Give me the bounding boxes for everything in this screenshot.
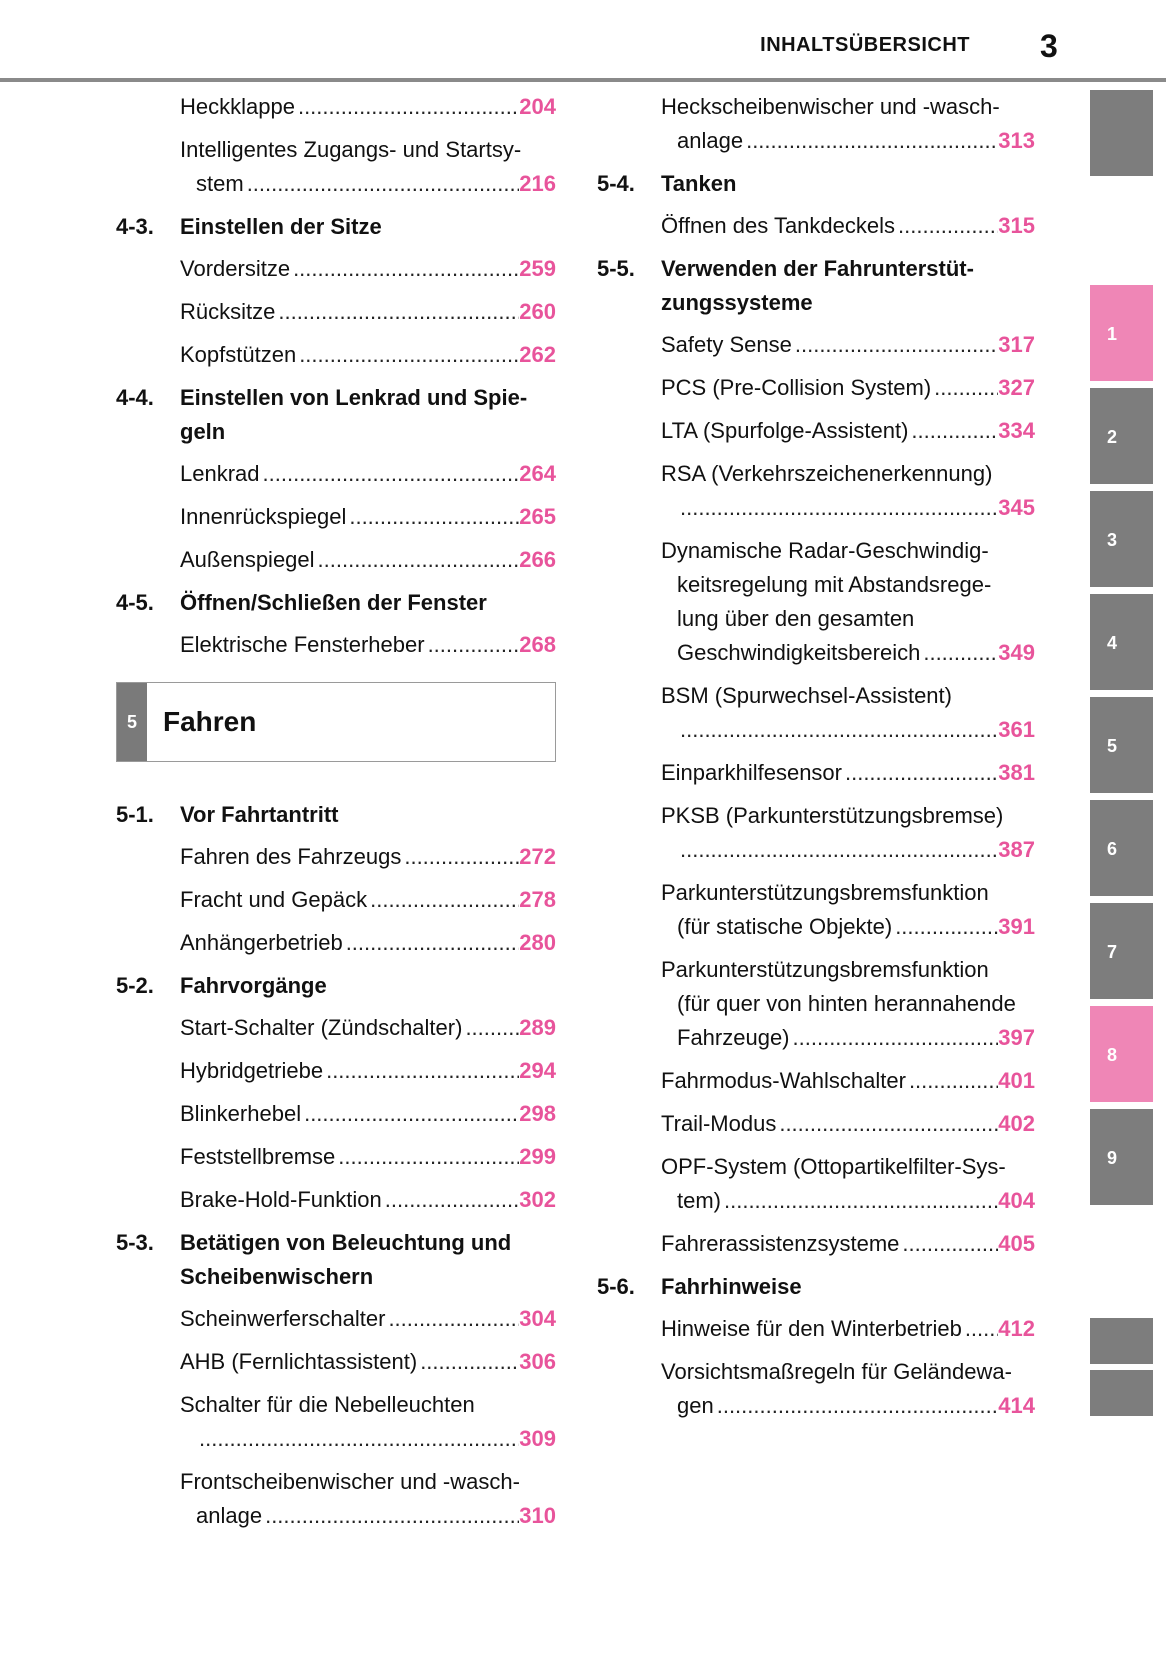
toc-entry-title: Frontscheibenwischer und -wasch- [180, 1469, 520, 1494]
dot-leader [295, 90, 519, 124]
toc-entry[interactable] [180, 133, 556, 201]
chapter-heading-box[interactable] [116, 682, 556, 762]
section-number: 5-6. [597, 1274, 635, 1299]
toc-page-number[interactable]: 280 [519, 930, 556, 955]
toc-page-number[interactable]: 259 [519, 256, 556, 281]
chapter-tab-blank[interactable] [1090, 1370, 1153, 1416]
toc-entry-title: keitsregelung mit Abstandsrege- [677, 572, 992, 597]
dot-leader [895, 209, 998, 243]
toc-page-number[interactable]: 272 [519, 844, 556, 869]
toc-entry-title: Fahren des Fahrzeugs [180, 844, 402, 869]
toc-entry[interactable] [180, 457, 556, 491]
chapter-tab-8[interactable]: 8 [1090, 1006, 1153, 1102]
toc-page-number[interactable]: 349 [998, 640, 1035, 665]
toc-page-number[interactable]: 412 [998, 1316, 1035, 1341]
dot-leader [301, 1097, 519, 1131]
toc-entry[interactable] [661, 209, 1035, 243]
dot-leader [908, 414, 998, 448]
toc-entry[interactable] [661, 1355, 1035, 1423]
toc-entry-title: Vorsichtsmaßregeln für Geländewa- [661, 1359, 1012, 1384]
toc-entry-title: Trail-Modus [661, 1111, 777, 1136]
toc-entry-title: Hinweise für den Winterbetrieb [661, 1316, 962, 1341]
toc-page-number[interactable]: 266 [519, 547, 556, 572]
section-heading[interactable] [116, 969, 556, 1003]
toc-entry-title: tem) [677, 1188, 721, 1213]
toc-page-number[interactable]: 404 [998, 1188, 1035, 1213]
dot-leader [323, 1054, 519, 1088]
dot-leader [892, 910, 998, 944]
dot-leader [677, 491, 998, 525]
section-heading[interactable] [116, 1226, 556, 1294]
section-number: 5-4. [597, 171, 635, 196]
toc-entry-title: stem [196, 171, 244, 196]
page-header-title: INHALTSÜBERSICHT [760, 34, 970, 56]
toc-entry-title: Parkunterstützungsbremsfunktion [661, 880, 989, 905]
toc-entry-title: Lenkrad [180, 461, 260, 486]
toc-entry-title: Fahrerassistenzsysteme [661, 1231, 900, 1256]
toc-page-number[interactable]: 298 [519, 1101, 556, 1126]
dot-leader [776, 1107, 998, 1141]
toc-entry[interactable] [180, 628, 556, 662]
toc-page-number[interactable]: 313 [998, 128, 1035, 153]
toc-page-number[interactable]: 414 [998, 1393, 1035, 1418]
toc-entry[interactable] [180, 90, 556, 124]
toc-page-number[interactable]: 262 [519, 342, 556, 367]
dot-leader [721, 1184, 998, 1218]
toc-page-number[interactable]: 278 [519, 887, 556, 912]
dot-leader [462, 1011, 519, 1045]
toc-page-number[interactable]: 302 [519, 1187, 556, 1212]
section-heading[interactable] [597, 1270, 1035, 1304]
toc-entry-title: BSM (Spurwechsel-Assistent) [661, 683, 952, 708]
toc-entry[interactable] [661, 799, 1035, 867]
toc-page-number[interactable]: 304 [519, 1306, 556, 1331]
toc-entry-title: Heckklappe [180, 94, 295, 119]
chapter-tab-2[interactable]: 2 [1090, 388, 1153, 484]
toc-entry-title: Dynamische Radar-Geschwindig- [661, 538, 989, 563]
toc-entry-title: AHB (Fernlichtassistent) [180, 1349, 418, 1374]
toc-entry[interactable] [180, 1183, 556, 1217]
dot-leader [315, 543, 520, 577]
chapter-tab-6[interactable]: 6 [1090, 800, 1153, 896]
toc-page-number[interactable]: 405 [998, 1231, 1035, 1256]
toc-entry-title: Anhängerbetrieb [180, 930, 343, 955]
dot-leader [335, 1140, 519, 1174]
section-heading[interactable] [116, 381, 556, 449]
toc-entry[interactable] [180, 1054, 556, 1088]
dot-leader [906, 1064, 998, 1098]
dot-leader [842, 756, 998, 790]
toc-page-number[interactable]: 265 [519, 504, 556, 529]
toc-entry[interactable] [180, 1011, 556, 1045]
toc-entry-title: Parkunterstützungsbremsfunktion [661, 957, 989, 982]
toc-entry[interactable] [661, 756, 1035, 790]
section-heading[interactable] [116, 210, 556, 244]
dot-leader [714, 1389, 999, 1423]
toc-entry[interactable] [180, 252, 556, 286]
section-title: Betätigen von Beleuchtung und Scheibenwischern [180, 1230, 512, 1289]
section-number: 4-3. [116, 214, 154, 239]
toc-entry-title: Fracht und Gepäck [180, 887, 368, 912]
toc-entry[interactable] [180, 1140, 556, 1174]
section-title: Öffnen/Schließen der Fenster [180, 590, 487, 615]
toc-entry[interactable] [180, 338, 556, 372]
toc-entry-title: OPF-System (Ottopartikelfilter-Sys- [661, 1154, 1006, 1179]
toc-page-number[interactable]: 381 [998, 760, 1035, 785]
chapter-tab-3[interactable]: 3 [1090, 491, 1153, 587]
toc-entry-title: PKSB (Parkunterstützungsbremse) [661, 803, 1004, 828]
chapter-title: Fahren [163, 706, 257, 737]
chapter-tab-9[interactable]: 9 [1090, 1109, 1153, 1205]
section-title: Verwenden der Fahrunterstüt-zungssysteme [661, 256, 974, 315]
chapter-tab-blank[interactable] [1090, 90, 1153, 176]
toc-entry[interactable] [661, 953, 1035, 1055]
toc-entry[interactable] [661, 414, 1035, 448]
toc-entry[interactable] [180, 926, 556, 960]
toc-page-number[interactable]: 334 [998, 418, 1035, 443]
dot-leader [962, 1312, 998, 1346]
toc-entry[interactable] [661, 1107, 1035, 1141]
toc-entry[interactable] [180, 1388, 556, 1456]
toc-page-number[interactable]: 397 [998, 1025, 1035, 1050]
section-title: Einstellen der Sitze [180, 214, 382, 239]
dot-leader [290, 252, 519, 286]
page-number: 3 [1040, 28, 1058, 64]
dot-leader [343, 926, 520, 960]
section-heading[interactable] [116, 586, 556, 620]
toc-entry[interactable] [180, 1345, 556, 1379]
toc-left-column [116, 90, 556, 1542]
chapter-tab-7[interactable]: 7 [1090, 903, 1153, 999]
toc-entry-title: Intelligentes Zugangs- und Startsy- [180, 137, 522, 162]
toc-page-number[interactable]: 317 [998, 332, 1035, 357]
dot-leader [260, 457, 520, 491]
toc-page-number[interactable]: 361 [998, 717, 1035, 742]
chapter-tab-1[interactable]: 1 [1090, 285, 1153, 381]
toc-entry-title: anlage [677, 128, 744, 153]
dot-leader [677, 713, 998, 747]
toc-entry-title: Fahrzeuge) [677, 1025, 790, 1050]
toc-page-number[interactable]: 260 [519, 299, 556, 324]
section-title: Tanken [661, 171, 737, 196]
dot-leader [262, 1499, 519, 1533]
toc-page-number[interactable]: 309 [519, 1426, 556, 1451]
dot-leader [346, 500, 519, 534]
toc-entry[interactable] [180, 840, 556, 874]
dot-leader [367, 883, 519, 917]
dot-leader [275, 295, 519, 329]
section-number: 4-4. [116, 385, 154, 410]
toc-page-number[interactable]: 327 [998, 375, 1035, 400]
toc-entry-title: Außenspiegel [180, 547, 315, 572]
toc-entry[interactable] [180, 500, 556, 534]
toc-entry-title: Elektrische Fensterheber [180, 632, 425, 657]
toc-entry-title: (für statische Objekte) [677, 914, 893, 939]
toc-entry-title: Scheinwerferschalter [180, 1306, 386, 1331]
toc-entry[interactable] [180, 295, 556, 329]
dot-leader [382, 1183, 520, 1217]
toc-entry-title: RSA (Verkehrszeichenerkennung) [661, 461, 993, 486]
toc-page-number[interactable]: 391 [998, 914, 1035, 939]
toc-entry-title: Start-Schalter (Zündschalter) [180, 1015, 463, 1040]
toc-page-number[interactable]: 387 [998, 837, 1035, 862]
toc-page-number[interactable]: 216 [519, 171, 556, 196]
dot-leader [401, 840, 519, 874]
dot-leader [196, 1422, 519, 1456]
toc-page-number[interactable]: 268 [519, 632, 556, 657]
toc-entry-title: Kopfstützen [180, 342, 297, 367]
toc-entry-title: (für quer von hinten herannahende [677, 991, 1016, 1016]
toc-entry[interactable] [661, 679, 1035, 747]
toc-entry-title: Schalter für die Nebelleuchten [180, 1392, 475, 1417]
toc-page-number[interactable]: 315 [998, 213, 1035, 238]
toc-page-number[interactable]: 306 [519, 1349, 556, 1374]
toc-entry-title: PCS (Pre-Collision System) [661, 375, 932, 400]
toc-entry-title: Feststellbremse [180, 1144, 336, 1169]
toc-entry-title: Vordersitze [180, 256, 291, 281]
section-number: 5-3. [116, 1230, 154, 1255]
toc-entry-title: Fahrmodus-Wahlschalter [661, 1068, 906, 1093]
section-title: Einstellen von Lenkrad und Spie-geln [180, 385, 528, 444]
toc-entry-title: gen [677, 1393, 714, 1418]
toc-entry[interactable] [661, 1312, 1035, 1346]
dot-leader [899, 1227, 998, 1261]
dot-leader [743, 124, 998, 158]
dot-leader [385, 1302, 519, 1336]
chapter-number: 5 [117, 683, 147, 761]
section-number: 5-2. [116, 973, 154, 998]
section-heading[interactable] [597, 167, 1035, 201]
dot-leader [296, 338, 519, 372]
toc-entry-title: Blinkerhebel [180, 1101, 302, 1126]
toc-page-number[interactable]: 401 [998, 1068, 1035, 1093]
dot-leader [677, 833, 998, 867]
toc-entry-title: anlage [196, 1503, 263, 1528]
chapter-tab-5[interactable]: 5 [1090, 697, 1153, 793]
toc-entry-title: Öffnen des Tankdeckels [661, 213, 896, 238]
dot-leader [920, 636, 998, 670]
toc-entry[interactable] [661, 457, 1035, 525]
dot-leader [792, 328, 998, 362]
dot-leader [425, 628, 520, 662]
toc-entry[interactable] [661, 328, 1035, 362]
toc-entry[interactable] [180, 1302, 556, 1336]
toc-entry[interactable] [180, 1097, 556, 1131]
toc-entry[interactable] [661, 876, 1035, 944]
toc-page-number[interactable]: 345 [998, 495, 1035, 520]
section-title: Vor Fahrtantritt [180, 802, 339, 827]
dot-leader [931, 371, 998, 405]
toc-entry-title: Einparkhilfesensor [661, 760, 842, 785]
dot-leader [790, 1021, 999, 1055]
toc-entry[interactable] [661, 1227, 1035, 1261]
toc-entry-title: lung über den gesamten [677, 606, 915, 631]
toc-page-number[interactable]: 289 [519, 1015, 556, 1040]
dot-leader [244, 167, 520, 201]
toc-entry-title: Innenrückspiegel [180, 504, 347, 529]
toc-entry-title: Safety Sense [661, 332, 792, 357]
toc-entry[interactable] [180, 883, 556, 917]
section-number: 5-5. [597, 256, 635, 281]
toc-entry[interactable] [661, 1150, 1035, 1218]
toc-entry-title: Hybridgetriebe [180, 1058, 324, 1083]
section-title: Fahrvorgänge [180, 973, 327, 998]
toc-entry[interactable] [180, 1465, 556, 1533]
section-number: 4-5. [116, 590, 154, 615]
toc-entry-title: LTA (Spurfolge-Assistent) [661, 418, 909, 443]
header-divider [0, 78, 1166, 82]
toc-page-number[interactable]: 299 [519, 1144, 556, 1169]
toc-page-number[interactable]: 264 [519, 461, 556, 486]
toc-entry[interactable] [661, 1064, 1035, 1098]
toc-entry[interactable] [661, 90, 1035, 158]
toc-entry-title: Rücksitze [180, 299, 276, 324]
toc-entry[interactable] [180, 543, 556, 577]
toc-entry-title: Geschwindigkeitsbereich [677, 640, 921, 665]
chapter-tab-blank[interactable] [1090, 1318, 1153, 1364]
toc-page-number[interactable]: 310 [519, 1503, 556, 1528]
toc-page-number[interactable]: 294 [519, 1058, 556, 1083]
toc-right-column [597, 90, 1035, 1432]
section-heading[interactable] [597, 252, 1035, 320]
section-title: Fahrhinweise [661, 1274, 802, 1299]
toc-entry-title: Brake-Hold-Funktion [180, 1187, 382, 1212]
dot-leader [417, 1345, 519, 1379]
toc-entry[interactable] [661, 371, 1035, 405]
section-heading[interactable] [116, 798, 556, 832]
toc-entry-title: Heckscheibenwischer und -wasch- [661, 94, 1000, 119]
toc-page-number[interactable]: 402 [998, 1111, 1035, 1136]
chapter-tab-4[interactable]: 4 [1090, 594, 1153, 690]
section-number: 5-1. [116, 802, 154, 827]
toc-entry[interactable] [661, 534, 1035, 670]
toc-page-number[interactable]: 204 [519, 94, 556, 119]
